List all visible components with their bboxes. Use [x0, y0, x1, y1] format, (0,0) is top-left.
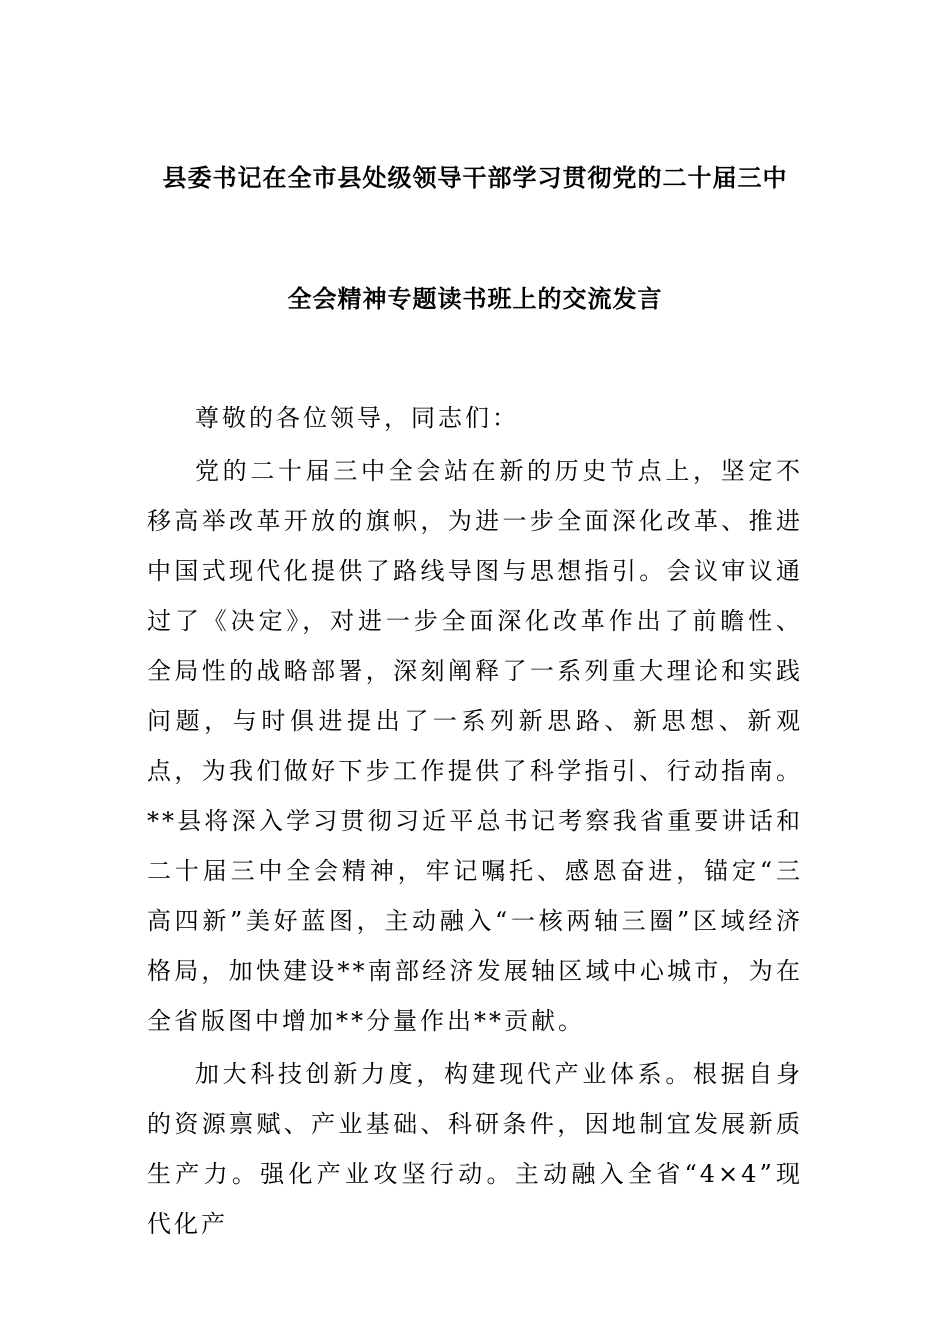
body-paragraph-1: 党的二十届三中全会站在新的历史节点上，坚定不移高举改革开放的旗帜，为进一步全面深化改革、推进中国式现代化提供了路线导图与思想指引。会议审议通过了《决定》，对进一步全面深化改革作出了前瞻性、全局性的战略部署，深刻阐释了一系列重大理论和实践问题，与时俱进提出了一系列新思路、新思想、新观点，为我们做好下步工作提供了科学指引、行动指南。**县将深入学习贯彻习近平总书记考察我省重要讲话和二十届三中全会精神，牢记嘱托、感恩奋进，锚定“三高四新”美好蓝图，主动融入“一核两轴三圈”区域经济格局，加快建设**南部经济发展轴区域中心城市，为在全省版图中增加**分量作出**贡献。 — [147, 457, 803, 1035]
document-title-line-1: 县委书记在全市县处级领导干部学习贯彻党的二十届三中 — [162, 164, 788, 192]
salutation: 尊敬的各位领导，同志们： — [195, 404, 519, 432]
document-body — [147, 393, 803, 1249]
body-paragraph-2: 加大科技创新力度，构建现代产业体系。根据自身的资源禀赋、产业基础、科研条件，因地制宜发展新质生产力。强化产业攻坚行动。主动融入全省“4×4”现代化产 — [147, 1060, 803, 1238]
document-title-line-2: 全会精神专题读书班上的交流发言 — [287, 285, 663, 313]
